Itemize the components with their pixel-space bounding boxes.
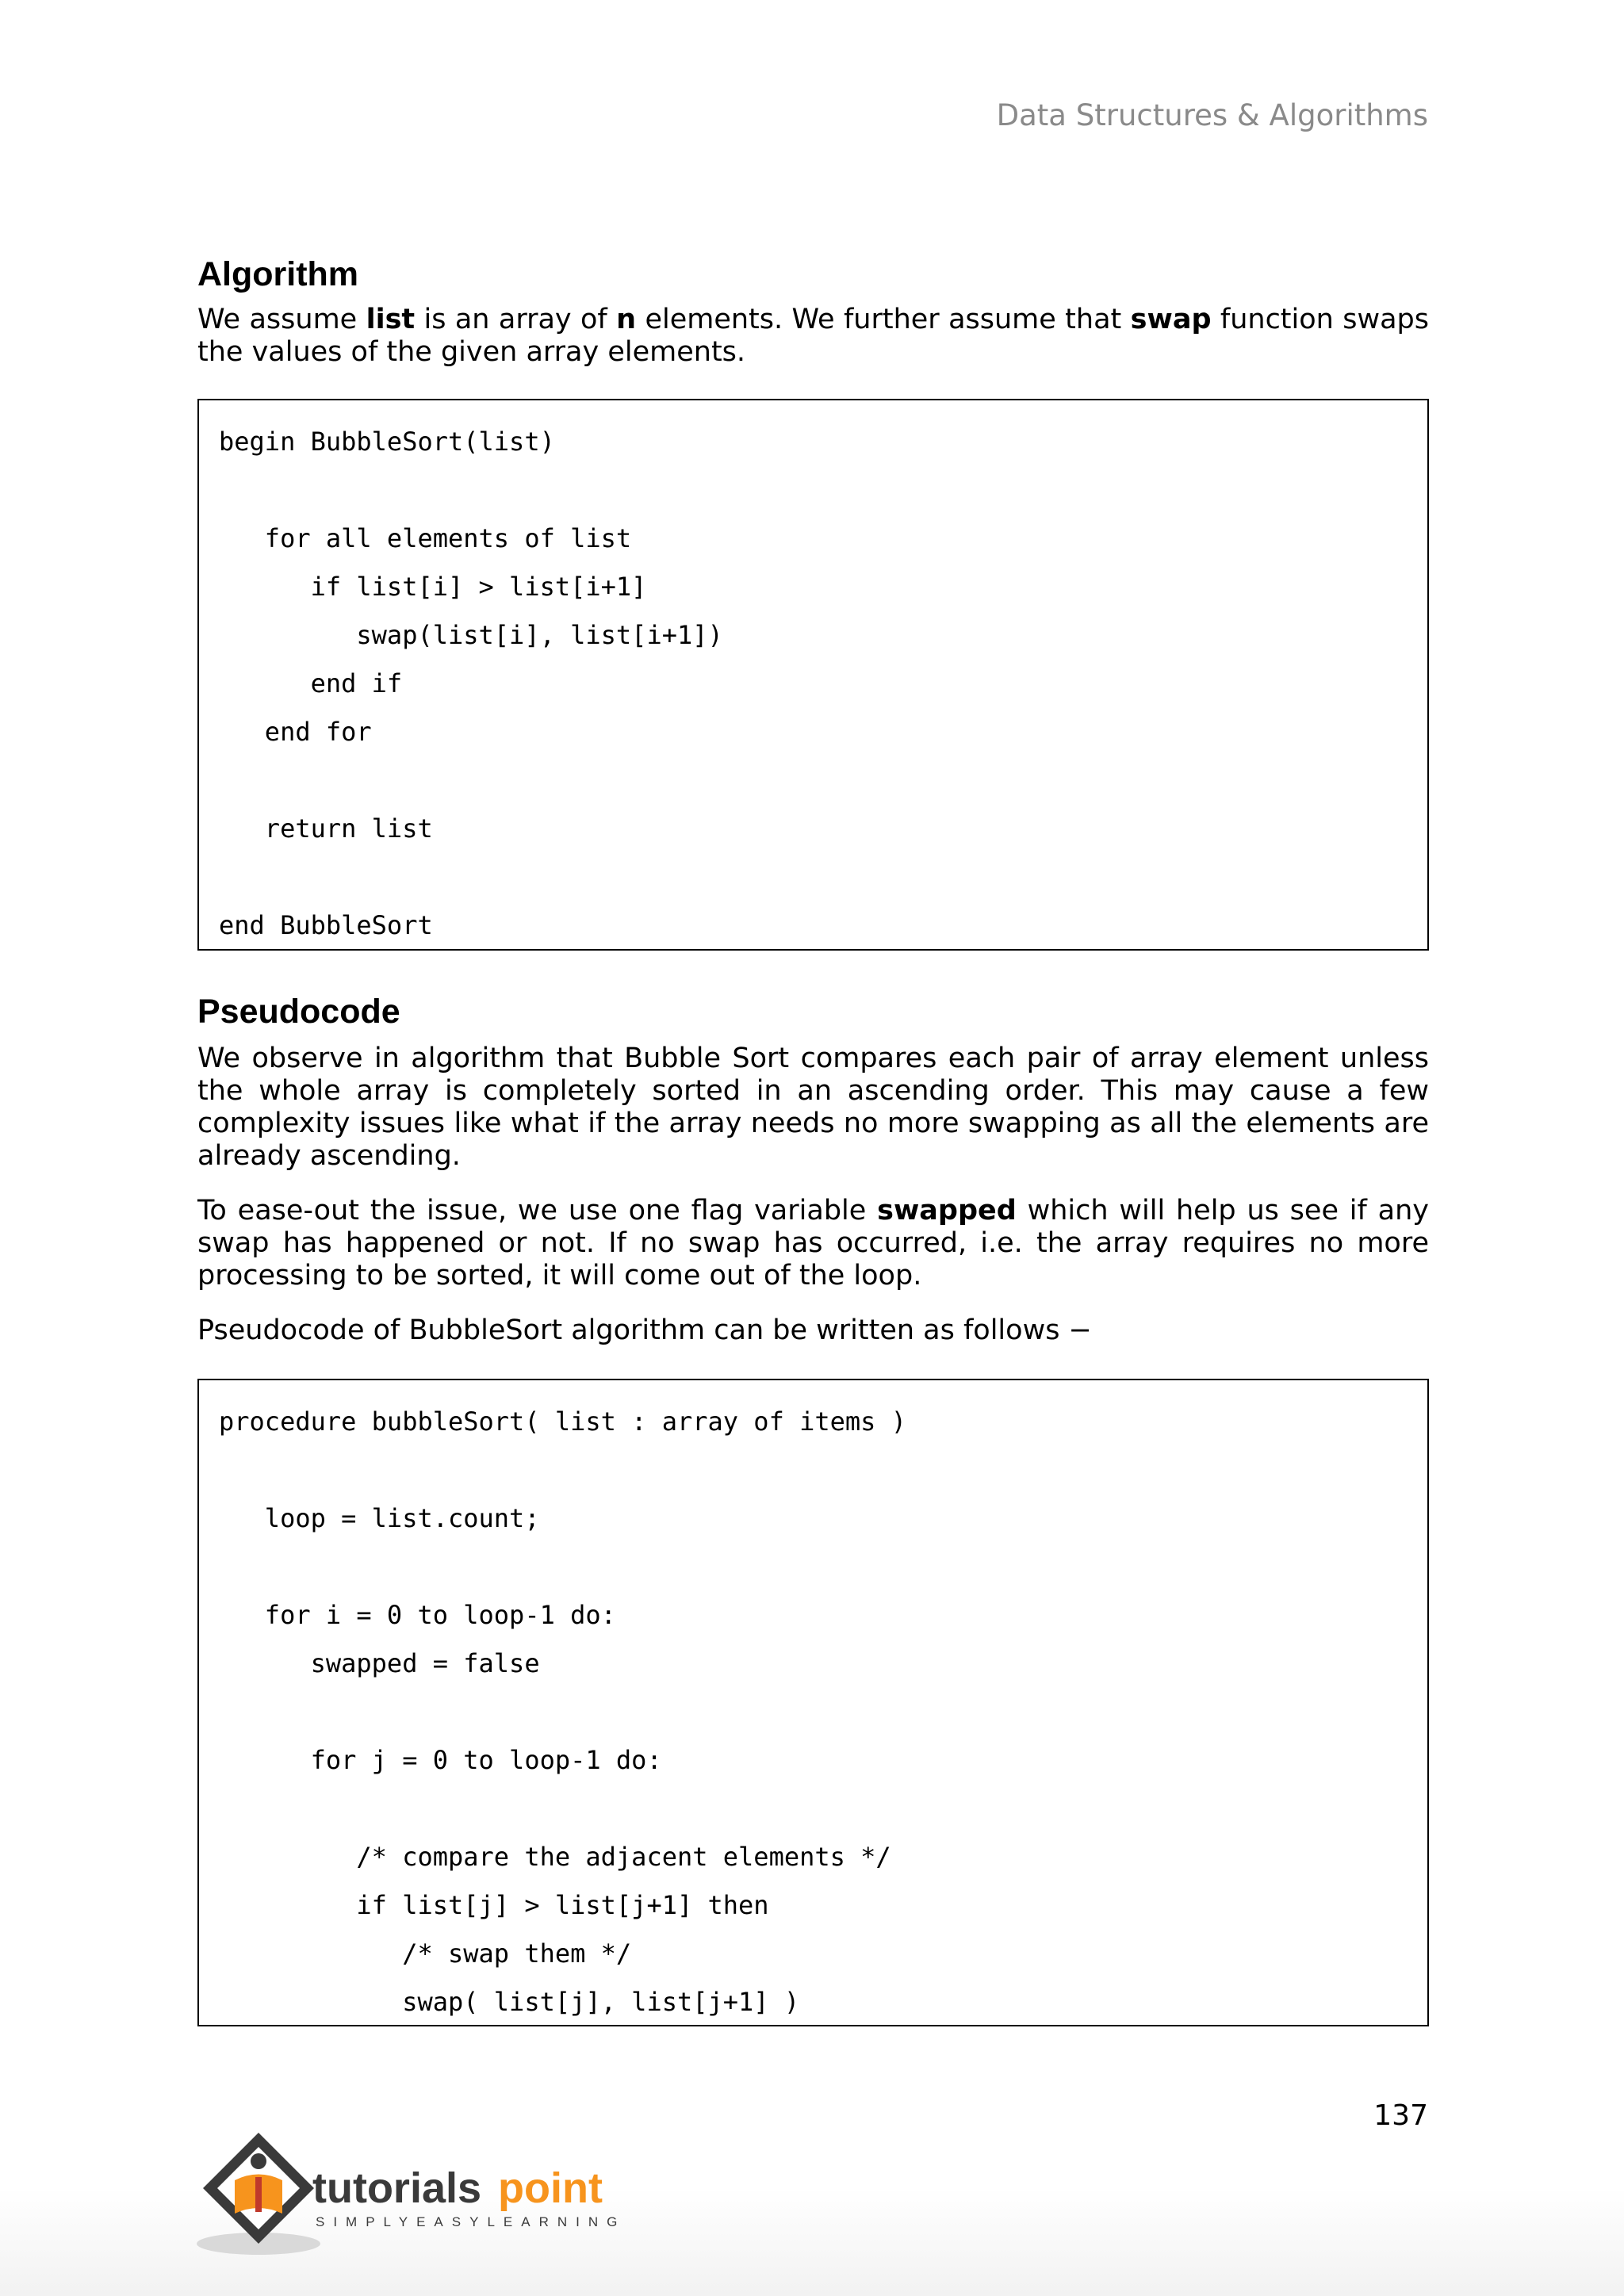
code-line: for all elements of list: [219, 523, 632, 553]
logo-graphic: [195, 2125, 639, 2260]
code-line: for j = 0 to loop-1 do:: [219, 1745, 662, 1775]
code-line: end for: [219, 717, 372, 747]
code-line: [219, 1543, 1408, 1591]
pseudocode-section: [197, 993, 1429, 1347]
code-line: [219, 853, 1408, 901]
intro-text-1: We assume: [197, 304, 366, 335]
intro-text-2: is an array of: [415, 304, 617, 335]
code-line: [219, 756, 1408, 805]
code-line: begin BubbleSort(list): [219, 427, 555, 457]
pseudocode-para-3: Pseudocode of BubbleSort algorithm can be written as follows −: [197, 1314, 1092, 1346]
logo-wordmark-a: tutorials: [312, 2164, 482, 2212]
algorithm-section: [197, 255, 1429, 369]
code-line: procedure bubbleSort( list : array of items ): [219, 1406, 906, 1437]
algorithm-code-block: [197, 399, 1429, 951]
code-line: if list[j] > list[j+1] then: [219, 1890, 769, 1920]
intro-text-4: function swaps the values of the given array elements.: [197, 304, 1429, 368]
code-line: return list: [219, 813, 433, 844]
para2-text-2: which will help us see if any swap has happened or not. If no swap has occurred, i.e. the array requires no more processing to be sorted, it will come out of the loop.: [197, 1195, 1429, 1292]
intro-swap-term: swap: [1130, 304, 1212, 335]
pseudocode-code-block: [197, 1379, 1429, 2026]
intro-n-term: n: [616, 304, 637, 335]
code-line: end BubbleSort: [219, 910, 433, 940]
algorithm-heading: Algorithm: [197, 255, 359, 293]
intro-text-3: elements. We further assume that: [636, 304, 1131, 335]
code-line: [219, 1785, 1408, 1833]
intro-list-term: list: [366, 304, 416, 335]
algorithm-intro: [197, 304, 1429, 369]
code-line: /* compare the adjacent elements */: [219, 1842, 891, 1872]
code-line: for i = 0 to loop-1 do:: [219, 1600, 616, 1630]
logo-wordmark-b: point: [498, 2164, 603, 2212]
code-line: swapped = false: [219, 1648, 540, 1678]
code-line: [219, 1446, 1408, 1494]
code-line: [219, 1688, 1408, 1736]
code-line: swap(list[i], list[i+1]): [219, 620, 723, 650]
running-header: Data Structures & Algorithms: [996, 98, 1428, 132]
para2-text-1: To ease-out the issue, we use one flag variable: [197, 1195, 878, 1226]
pseudocode-para-1: We observe in algorithm that Bubble Sort compares each pair of array element unless the whole array is completely sorted in an ascending order. This may cause a few complexity issues like what if the array needs no more swapping as all the elements are already ascending.: [197, 1043, 1429, 1172]
code-line: loop = list.count;: [219, 1503, 540, 1533]
code-line: swap( list[j], list[j+1] ): [219, 1987, 800, 2017]
pseudocode-heading: Pseudocode: [197, 993, 400, 1031]
pseudocode-para-2: [197, 1195, 1429, 1292]
code-line: end if: [219, 668, 403, 698]
code-line: if list[i] > list[i+1]: [219, 572, 647, 602]
para2-swapped-term: swapped: [877, 1195, 1017, 1226]
code-line: [219, 466, 1408, 515]
logo-tagline: SIMPLYEASYLEARNING: [316, 2214, 626, 2229]
code-line: /* swap them */: [219, 1938, 632, 1969]
page-number: 137: [1373, 2099, 1428, 2132]
tutorialspoint-logo: [195, 2125, 639, 2263]
